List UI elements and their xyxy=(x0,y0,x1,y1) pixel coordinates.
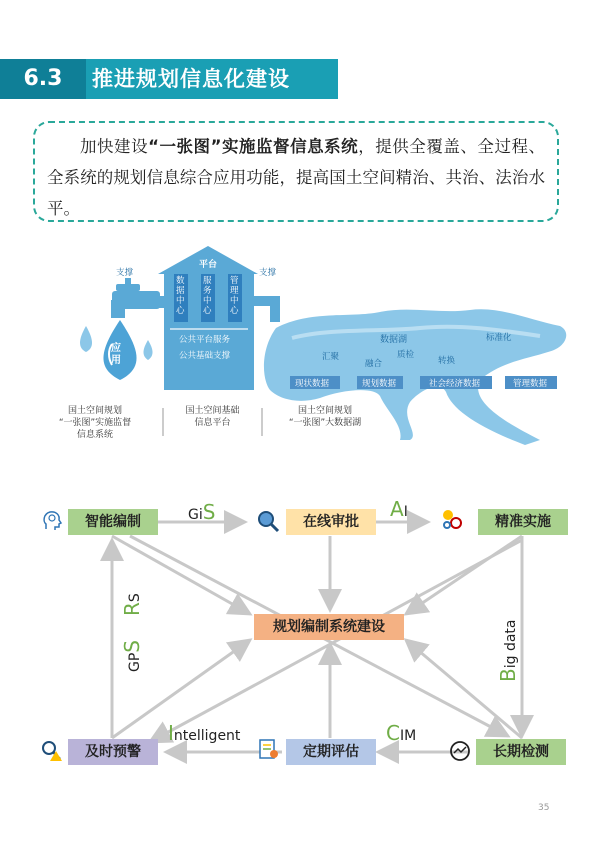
node-timely-warning: 及时预警 xyxy=(68,739,158,765)
caption-system: 国土空间规划 “一张图”实施监督 信息系统 xyxy=(58,406,132,440)
page-number: 35 xyxy=(538,803,550,813)
caption-lake: 国土空间规划 “一张图”大数据湖 xyxy=(288,406,362,428)
brain-head-icon xyxy=(40,509,64,533)
idea-gears-icon xyxy=(440,507,464,531)
platform-label: 平台 xyxy=(199,260,218,270)
magnifier-icon xyxy=(256,509,280,533)
data-tag-3: 社会经济数据 xyxy=(429,379,481,389)
platform-column-1: 数据中心 xyxy=(176,276,185,316)
node-online-approval: 在线审批 xyxy=(286,509,376,535)
label-gps: GPS xyxy=(120,640,144,672)
lake-word-3: 质检 xyxy=(397,350,415,360)
lake-word-5: 标准化 xyxy=(486,333,512,343)
platform-column-3: 管理中心 xyxy=(230,276,239,316)
data-lake-label: 数据湖 xyxy=(380,335,408,345)
label-big-data: Big data xyxy=(496,619,520,682)
lake-word-1: 汇聚 xyxy=(322,352,340,362)
monitor-chart-icon xyxy=(448,739,472,763)
caption-platform: 国土空间基础 信息平台 xyxy=(185,406,240,428)
label-gis: GiS xyxy=(188,500,216,524)
platform-column-2: 服务中心 xyxy=(203,276,212,316)
support-label-left: 支撑 xyxy=(116,268,134,278)
support-label-right: 支撑 xyxy=(259,268,277,278)
node-smart-compile: 智能编制 xyxy=(68,509,158,535)
label-ai: AI xyxy=(390,497,408,521)
node-precise-implementation: 精准实施 xyxy=(478,509,568,535)
node-long-term-monitoring: 长期检测 xyxy=(476,739,566,765)
warning-search-icon xyxy=(40,739,64,763)
app-label: 应用 xyxy=(111,343,121,366)
node-center-system: 规划编制系统建设 xyxy=(254,614,404,640)
lake-word-4: 转换 xyxy=(438,356,456,366)
label-cim: CIM xyxy=(386,721,417,745)
intro-paragraph: 加快建设“一张图”实施监督信息系统，提供全覆盖、全过程、全系统的规划信息综合应用功能，提高国土空间精治、共治、法治水平。 xyxy=(47,137,545,218)
node-periodic-evaluation: 定期评估 xyxy=(286,739,376,765)
data-tag-4: 管理数据 xyxy=(513,379,548,389)
data-tag-2: 规划数据 xyxy=(362,379,397,389)
label-rs: RS xyxy=(120,593,144,616)
report-clipboard-icon xyxy=(256,737,280,761)
platform-line-1: 公共平台服务 xyxy=(179,335,231,345)
lake-word-2: 融合 xyxy=(365,359,383,369)
section-number: 6.3 xyxy=(0,59,86,99)
data-tag-1: 现状数据 xyxy=(295,379,330,389)
platform-line-2: 公共基础支撑 xyxy=(179,351,231,361)
label-intelligent: Intelligent xyxy=(168,721,241,745)
intro-bold: “一张图”实施监督信息系统 xyxy=(148,137,359,156)
section-title: 推进规划信息化建设 xyxy=(92,67,290,91)
